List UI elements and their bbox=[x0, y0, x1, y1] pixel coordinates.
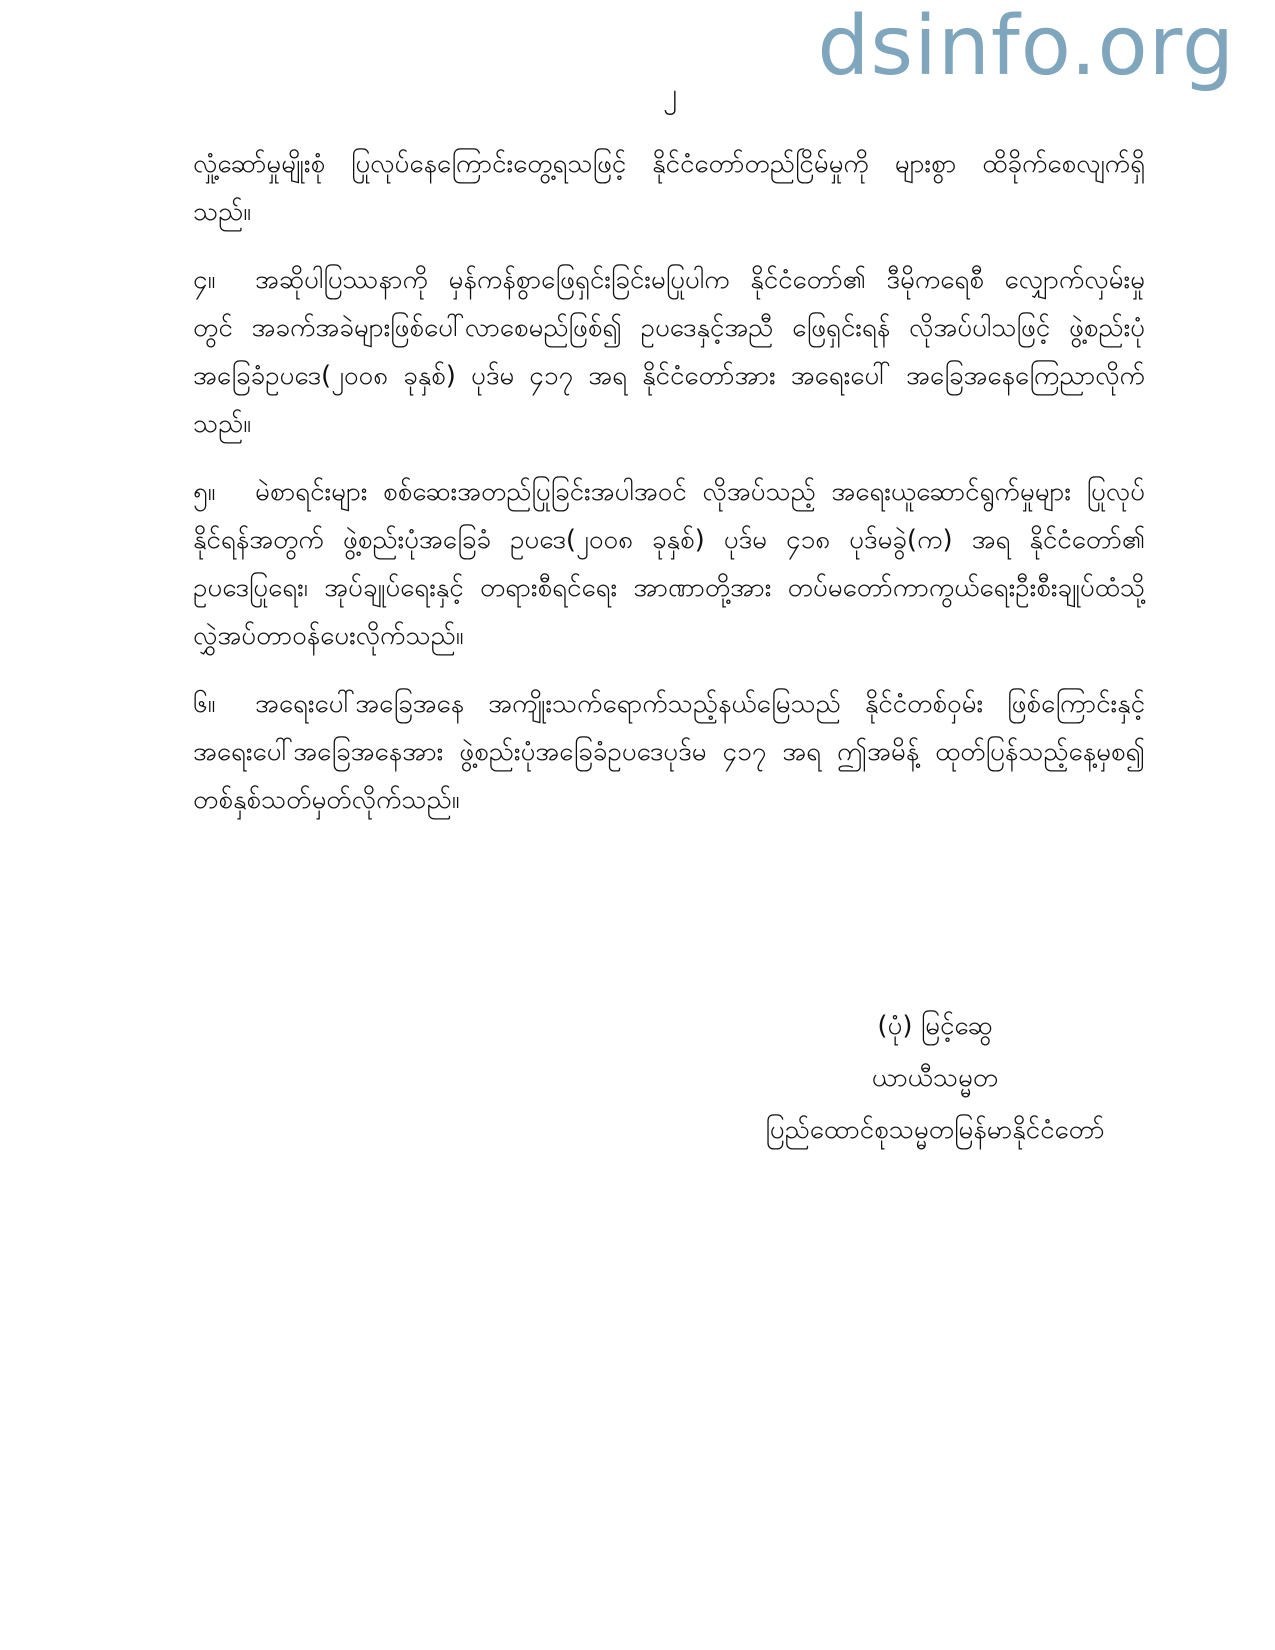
paragraph-number: ၄။ bbox=[193, 265, 216, 295]
paragraph-text: လှုံ့ဆော်မှုမျိုးစုံ ပြုလုပ်နေကြောင်းတွေ့ရသဖြင့် နိုင်ငံတော်တည်ငြိမ်မှုကို များစွာ ထိခိုက်စေလျက်ရှိသည်။ bbox=[193, 149, 1145, 227]
paragraph-number: ၅။ bbox=[193, 477, 216, 507]
watermark: dsinfo.org bbox=[817, 0, 1235, 94]
document-body bbox=[193, 140, 1145, 844]
paragraph-text: မဲစာရင်းများ စစ်ဆေးအတည်ပြုခြင်းအပါအဝင် လိုအပ်သည့် အရေးယူဆောင်ရွက်မှုများ ပြုလုပ်နိုင်ရန်အတွက် ဖွဲ့စည်းပုံအခြေခံ ဥပဒေ(၂၀၀၈ ခုနှစ်) ပုဒ်မ ၄၁၈ ပုဒ်မခွဲ(က) အရ နိုင်ငံတော်၏ ဥပဒေပြုရေး၊ အုပ်ချုပ်ရေးနှင့် တရားစီရင်ရေး အာဏာတို့အား တပ်မတော်ကာကွယ်ရေးဦးစီးချုပ်ထံသို့ လွှဲအပ်တာဝန်ပေးလိုက်သည်။ bbox=[193, 477, 1145, 651]
paragraph-6 bbox=[193, 680, 1145, 824]
paragraph-text: အဆိုပါပြဿနာကို မှန်ကန်စွာဖြေရှင်းခြင်းမပြုပါက နိုင်ငံတော်၏ ဒီမိုကရေစီ လျှောက်လှမ်းမှုတွင် အခက်အခဲများဖြစ်ပေါ်လာစေမည်ဖြစ်၍ ဥပဒေနှင့်အညီ ဖြေရှင်းရန် လိုအပ်ပါသဖြင့် ဖွဲ့စည်းပုံအခြေခံဥပဒေ(၂၀၀၈ ခုနှစ်) ပုဒ်မ ၄၁၇ အရ နိုင်ငံတော်အား အရေးပေါ် အခြေအနေကြေညာလိုက်သည်။ bbox=[193, 265, 1145, 439]
signatory-name: (ပုံ) မြင့်ဆွေ bbox=[877, 1011, 993, 1041]
paragraph-text: အရေးပေါ်အခြေအနေ အကျိုးသက်ရောက်သည့်နယ်မြေသည် နိုင်ငံတစ်ဝှမ်း ဖြစ်ကြောင်းနှင့် အရေးပေါ်အခြေအနေအား ဖွဲ့စည်းပုံအခြေခံဥပဒေပုဒ်မ ၄၁၇ အရ ဤအမိန့် ထုတ်ပြန်သည့်နေ့မှစ၍ တစ်နှစ်သတ်မှတ်လိုက်သည်။ bbox=[193, 689, 1145, 815]
paragraph-5 bbox=[193, 468, 1145, 660]
signatory-state: ပြည်ထောင်စုသမ္မတမြန်မာနိုင်ငံတော် bbox=[765, 1115, 1105, 1145]
paragraph-number: ၆။ bbox=[193, 689, 216, 719]
paragraph-4 bbox=[193, 256, 1145, 448]
signatory-title: ယာယီသမ္မတ bbox=[871, 1063, 999, 1093]
page-number: ၂ bbox=[663, 77, 677, 110]
signature-block bbox=[700, 1000, 1170, 1156]
paragraph-continuation bbox=[193, 140, 1145, 236]
